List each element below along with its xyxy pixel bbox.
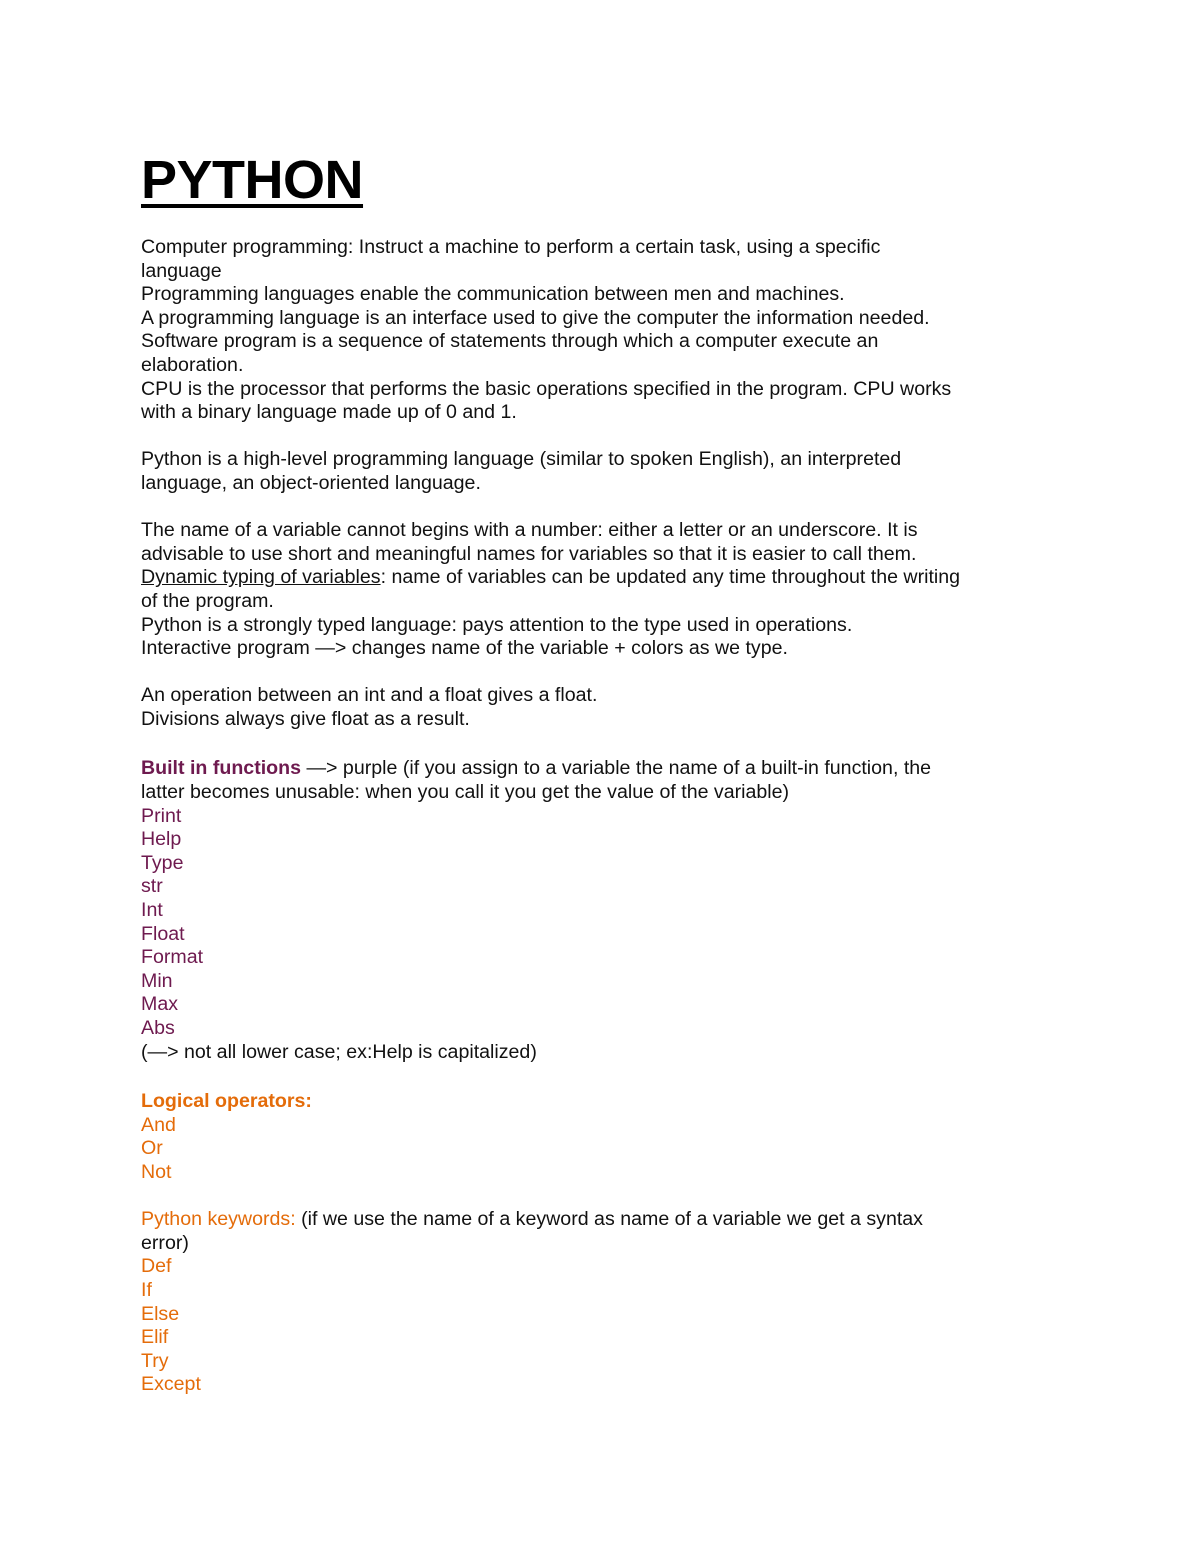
keyword-item: Except (141, 1373, 201, 1396)
variables-line: Interactive program —> changes name of the variable + colors as we type. (141, 637, 788, 660)
spacer (141, 661, 1061, 685)
variables-line: Python is a strongly typed language: pays attention to the type used in operations. (141, 613, 853, 636)
intro-line: Computer programming: Instruct a machine to perform a certain task, using a specific (141, 236, 881, 258)
builtin-item: Type (141, 851, 184, 874)
logical-item: Not (141, 1160, 172, 1183)
operations-line: An operation between an int and a float gives a float. (141, 684, 598, 707)
keyword-item: Elif (141, 1326, 169, 1349)
keyword-item: If (141, 1278, 152, 1301)
intro-line: Programming languages enable the communication between men and machines. (141, 283, 845, 306)
keywords-heading-rest: (if we use the name of a keyword as name of a variable we get a syntax (295, 1208, 923, 1231)
builtin-item: Float (141, 922, 185, 945)
variables-line: The name of a variable cannot begins with a number: either a letter or an underscore. It is (141, 519, 918, 542)
builtin-item: Min (141, 969, 173, 992)
logical-item: Or (141, 1137, 163, 1160)
builtins-section (141, 757, 1061, 1064)
builtin-item: Help (141, 828, 182, 851)
variables-section (141, 519, 1061, 661)
dynamic-typing-term: Dynamic typing of variables (141, 566, 381, 589)
intro-line: with a binary language made up of 0 and 1. (141, 401, 517, 424)
spacer (141, 496, 1061, 520)
spacer (141, 1185, 1061, 1209)
builtins-note: (—> not all lower case; ex:Help is capitalized) (141, 1040, 537, 1063)
variables-line: advisable to use short and meaningful names for variables so that it is easier to call them. (141, 542, 917, 565)
logical-item: And (141, 1113, 176, 1136)
builtin-item: Int (141, 899, 163, 922)
operations-section (141, 684, 1061, 731)
description-line: Python is a high-level programming language (similar to spoken English), an interpreted (141, 448, 902, 471)
intro-line: Software program is a sequence of statements through which a computer execute an (141, 330, 879, 353)
builtins-line: latter becomes unusable: when you call it you get the value of the variable) (141, 781, 790, 804)
page-title: PYTHON (141, 150, 364, 210)
intro-line: elaboration. (141, 353, 244, 376)
variables-line: of the program. (141, 589, 274, 612)
builtin-item: Abs (141, 1017, 175, 1039)
variables-line (141, 566, 1061, 590)
builtins-heading-rest: —> purple (if you assign to a variable the name of a built-in function, the (301, 757, 932, 780)
builtin-item: Print (141, 804, 182, 827)
python-description (141, 448, 1061, 495)
builtins-heading-line (141, 757, 1061, 781)
builtin-item: Format (141, 946, 204, 969)
keyword-item: Try (141, 1349, 169, 1372)
intro-line: A programming language is an interface used to give the computer the information needed. (141, 306, 930, 329)
builtin-item: str (141, 875, 163, 898)
dynamic-typing-definition: : name of variables can be updated any time throughout the writing (380, 566, 961, 589)
spacer (141, 731, 1061, 757)
keyword-item: Def (141, 1255, 172, 1278)
builtin-item: Max (141, 993, 179, 1016)
logical-section (141, 1090, 1061, 1184)
keywords-section (141, 1208, 1061, 1397)
document-page (141, 150, 1061, 1397)
spacer (141, 425, 1061, 449)
spacer (141, 1064, 1061, 1090)
logical-heading: Logical operators: (141, 1090, 312, 1113)
builtins-heading: Built in functions (141, 757, 301, 780)
keywords-line: error) (141, 1231, 189, 1254)
keyword-item: Else (141, 1302, 180, 1325)
operations-line: Divisions always give float as a result. (141, 707, 470, 730)
intro-line: language (141, 259, 222, 282)
intro-section (141, 236, 1061, 425)
intro-line: CPU is the processor that performs the basic operations specified in the program. CPU works (141, 377, 952, 400)
keywords-heading: Python keywords: (141, 1208, 296, 1231)
description-line: language, an object-oriented language. (141, 471, 481, 494)
keywords-heading-line (141, 1208, 1061, 1232)
